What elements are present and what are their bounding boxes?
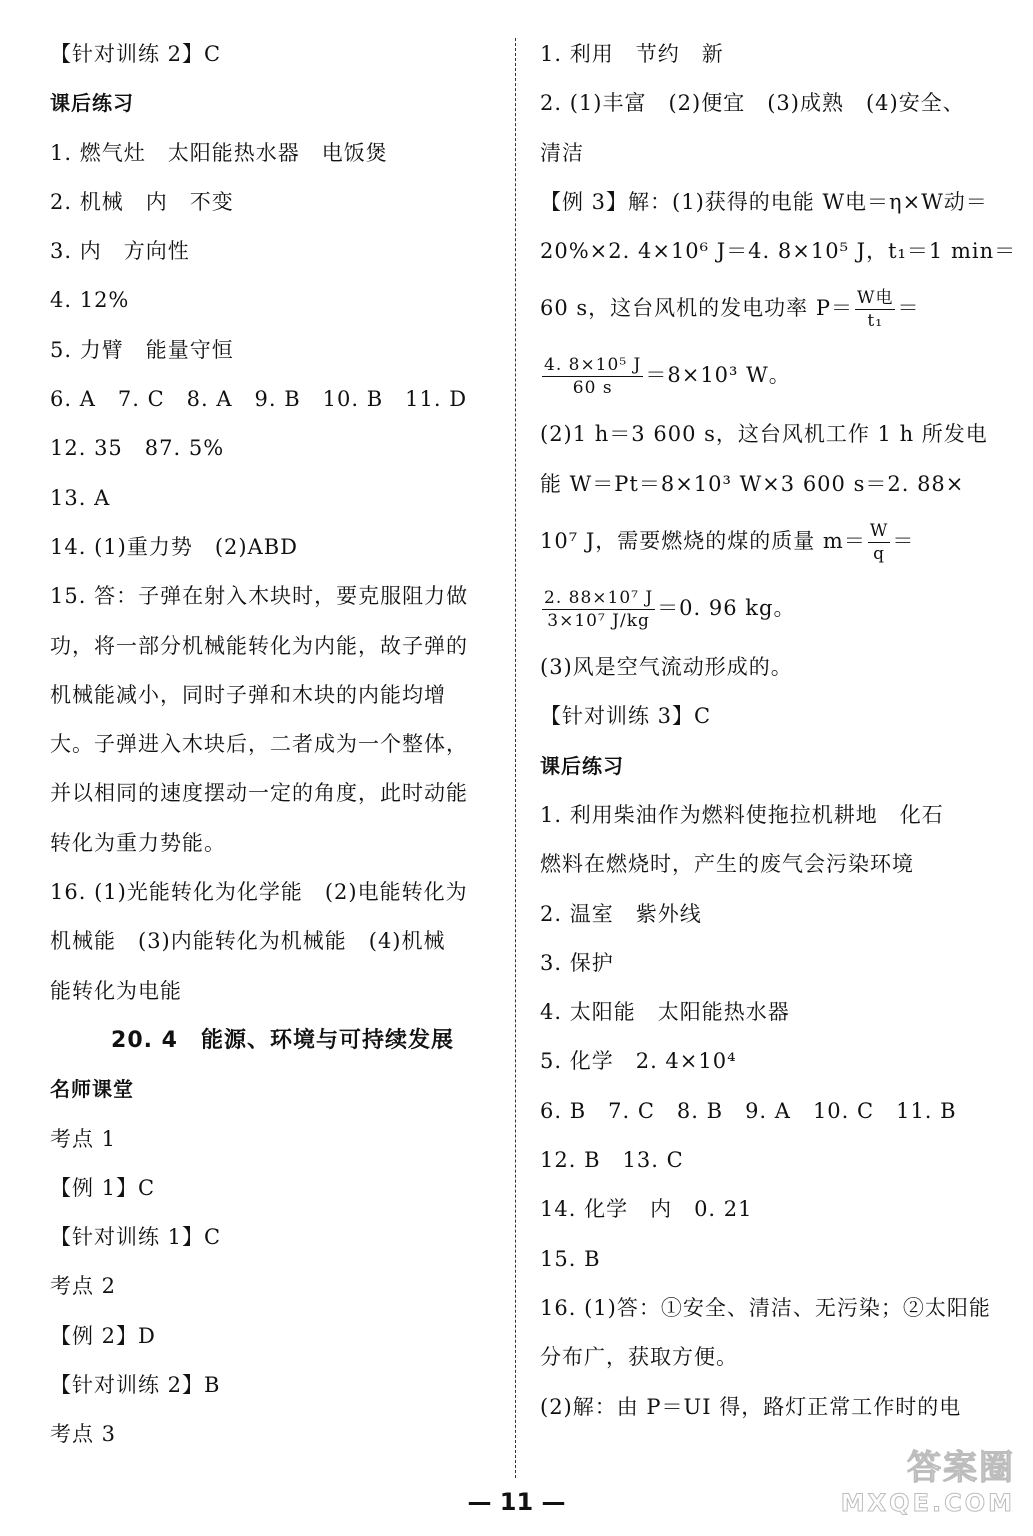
answer-line: 14. 化学 内 0. 21 <box>540 1197 753 1222</box>
section-heading: 课后练习 <box>540 753 624 778</box>
right-column <box>540 30 1017 1432</box>
formula-line <box>540 573 995 643</box>
answer-line: 【针对训练 2】B <box>50 1373 221 1398</box>
answer-line: 能 W＝Pt＝8×10³ W×3 600 s＝2. 88× <box>540 471 965 496</box>
fraction-numerator: 2. 88×10⁷ J <box>544 588 654 609</box>
answer-line: 1. 燃气灶 太阳能热水器 电饭煲 <box>50 140 388 165</box>
watermark-text: 答案圈 <box>907 1448 1015 1488</box>
answer-line: 2. (1)丰富 (2)便宜 (3)成熟 (4)安全、 <box>540 91 965 116</box>
answer-line: 1. 利用 节约 新 <box>540 42 724 66</box>
answer-line: 16. (1)光能转化为化学能 (2)电能转化为 <box>50 880 468 905</box>
fraction-denominator: 3×10⁷ J/kg <box>547 611 650 632</box>
formula-text: 60 s，这台风机的发电功率 P＝ <box>540 296 853 321</box>
fraction-denominator: q <box>873 544 886 565</box>
page-number: — 11 — <box>467 1488 566 1516</box>
answer-line: 14. (1)重力势 (2)ABD <box>50 534 298 559</box>
answer-line: 【例 3】解：(1)获得的电能 W电＝η×W动＝ <box>540 189 988 214</box>
formula-line <box>540 509 995 573</box>
answer-line: 2. 温室 紫外线 <box>540 901 702 926</box>
answer-line: (2)1 h＝3 600 s，这台风机工作 1 h 所发电 <box>540 422 988 447</box>
answer-line: 转化为重力势能。 <box>50 830 226 855</box>
left-column <box>50 30 495 1460</box>
watermark-logo <box>840 1440 1015 1530</box>
fraction-numerator: W <box>869 521 889 542</box>
answer-line: 2. 机械 内 不变 <box>50 189 234 214</box>
answer-line: 16. (1)答：①安全、清洁、无污染；②太阳能 <box>540 1295 991 1320</box>
answer-line: 考点 2 <box>50 1274 117 1299</box>
answer-line: 4. 12% <box>50 288 130 313</box>
section-title: 20. 4 能源、环境与可持续发展 <box>111 1027 454 1053</box>
answer-line: 【例 1】C <box>50 1175 156 1200</box>
formula-tail: ＝0. 96 kg。 <box>657 596 796 621</box>
answer-line: 13. A <box>50 485 111 510</box>
answer-line: 【针对训练 3】C <box>540 704 712 729</box>
fraction <box>868 520 890 565</box>
section-heading: 课后练习 <box>50 91 134 116</box>
formula-tail: ＝8×10³ W。 <box>645 363 791 388</box>
answer-line: (3)风是空气流动形成的。 <box>540 655 793 680</box>
answer-line: 【例 2】D <box>50 1323 156 1348</box>
answer-line: 15. B <box>540 1246 601 1271</box>
answer-line: 考点 1 <box>50 1126 117 1151</box>
formula-line <box>540 276 995 340</box>
answer-line: 功，将一部分机械能转化为内能，故子弹的 <box>50 633 468 658</box>
answer-line: 5. 化学 2. 4×10⁴ <box>540 1049 737 1074</box>
fraction-denominator: t₁ <box>867 311 884 332</box>
answer-line: 6. B 7. C 8. B 9. A 10. C 11. B <box>540 1098 957 1123</box>
answer-line: 清洁 <box>540 140 584 165</box>
answer-line: 机械能 (3)内能转化为机械能 (4)机械 <box>50 929 446 954</box>
answer-line: 6. A 7. C 8. A 9. B 10. B 11. D <box>50 387 468 412</box>
formula-text: 10⁷ J，需要燃烧的煤的质量 m＝ <box>540 529 866 554</box>
answer-line: 并以相同的速度摆动一定的角度，此时动能 <box>50 781 468 806</box>
formula-line <box>540 340 995 410</box>
answer-line: 燃料在燃烧时，产生的废气会污染环境 <box>540 852 914 877</box>
answer-line: 12. 35 87. 5% <box>50 436 225 461</box>
answer-line: 【针对训练 1】C <box>50 1225 222 1250</box>
answer-line: 20%×2. 4×10⁶ J＝4. 8×10⁵ J，t₁＝1 min＝ <box>540 239 1017 264</box>
fraction-numerator: 4. 8×10⁵ J <box>544 355 642 376</box>
fraction <box>542 354 643 399</box>
answer-line: 机械能减小，同时子弹和木块的内能均增 <box>50 682 446 707</box>
fraction-denominator: 60 s <box>572 378 613 399</box>
answer-line: 能转化为电能 <box>50 978 182 1003</box>
answer-line: (2)解：由 P＝UI 得，路灯正常工作时的电 <box>540 1394 962 1419</box>
answer-line: 4. 太阳能 太阳能热水器 <box>540 1000 790 1025</box>
answer-line: 15. 答：子弹在射入木块时，要克服阻力做 <box>50 584 469 609</box>
fraction <box>542 587 655 632</box>
answer-line: 5. 力臂 能量守恒 <box>50 337 234 362</box>
answer-line: 分布广，获取方便。 <box>540 1345 738 1370</box>
watermark-url: MXQE.COM <box>840 1489 1015 1517</box>
answer-line: 3. 保护 <box>540 950 614 975</box>
answer-line: 大。子弹进入木块后，二者成为一个整体， <box>50 732 468 757</box>
formula-tail: ＝ <box>897 296 920 321</box>
section-heading: 名师课堂 <box>50 1077 134 1102</box>
answer-line: 1. 利用柴油作为燃料使拖拉机耕地 化石 <box>540 802 944 827</box>
answer-line: 考点 3 <box>50 1422 117 1447</box>
formula-tail: ＝ <box>892 529 915 554</box>
answer-line: 3. 内 方向性 <box>50 239 190 264</box>
answer-line: 【针对训练 2】C <box>50 42 222 66</box>
fraction <box>855 287 895 332</box>
column-divider <box>515 38 516 1478</box>
fraction-numerator: W电 <box>856 288 894 309</box>
answer-line: 12. B 13. C <box>540 1148 684 1173</box>
